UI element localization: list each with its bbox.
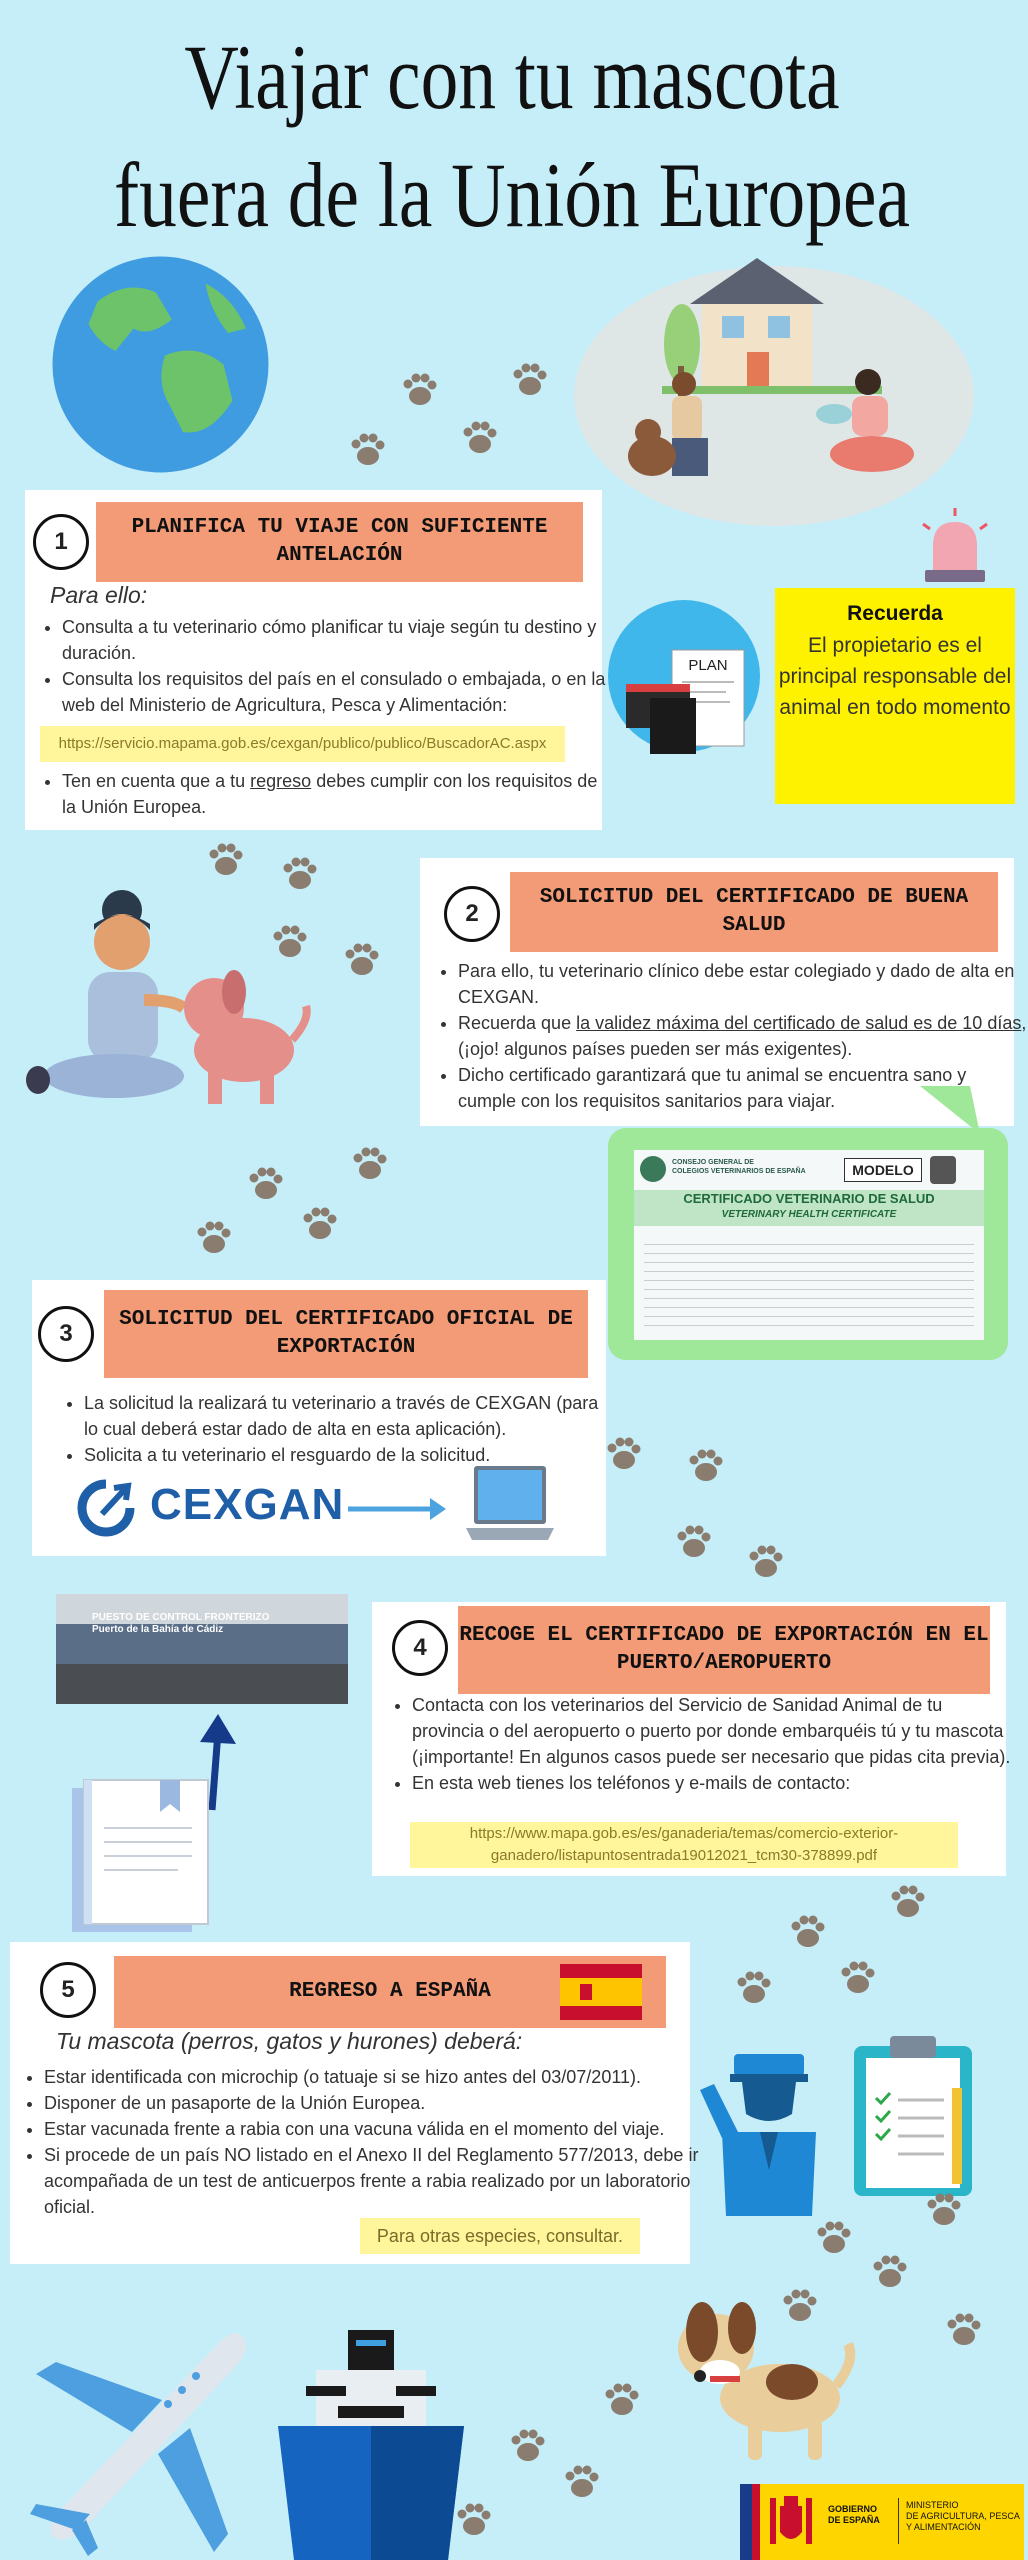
dog-icon <box>660 2280 856 2464</box>
port-photo <box>56 1594 348 1704</box>
coat-of-arms-icon <box>766 2492 816 2552</box>
gobierno-line-1: GOBIERNO <box>828 2504 878 2514</box>
section-1-bullet-3-post: debes cumplir con los requisitos de la Unión Europea. <box>62 771 598 817</box>
section-3-bullets <box>62 1390 614 1468</box>
certificate-title-bar <box>634 1190 984 1226</box>
cexgan-logo-text: CEXGAN <box>150 1480 345 1529</box>
ship-icon <box>278 2326 464 2560</box>
spain-flag-icon <box>560 1964 642 2020</box>
globe-icon <box>48 252 273 477</box>
gobierno-line-2: DE ESPAÑA <box>828 2515 880 2525</box>
port-photo-ground <box>56 1664 348 1704</box>
ministerio-line-2: DE AGRICULTURA, PESCA <box>906 2511 1020 2521</box>
vet-with-dog-icon <box>24 880 314 1116</box>
section-1-bullets-after <box>40 768 607 820</box>
section-1-bullets <box>40 614 607 718</box>
logo-divider <box>898 2498 899 2544</box>
section-3-title: SOLICITUD DEL CERTIFICADO OFICIAL DE EXPORTACIÓN <box>104 1290 588 1378</box>
certificate-subtitle: VETERINARY HEALTH CERTIFICATE <box>721 1209 897 1220</box>
laptop-icon <box>462 1462 558 1546</box>
section-2-number: 2 <box>444 886 500 942</box>
cexgan-logo-icon <box>78 1480 134 1536</box>
section-2-bullet-2-post: , (¡ojo! algunos países pueden ser más exigentes). <box>458 1013 1027 1059</box>
airplane-icon <box>26 2316 258 2556</box>
section-1-bullet-3-pre: Ten en cuenta que a tu <box>62 771 251 791</box>
section-2-bullet-3: • Dicho certificado garantizará que tu animal se encuentra sano y cumple con los requisitos sanitarios para viajar. <box>458 1062 1028 1114</box>
section-1-number: 1 <box>33 514 89 570</box>
section-4-link[interactable]: https://www.mapa.gob.es/es/ganaderia/temas/comercio-exterior-ganadero/listapuntosentrada19012021_tcm30-378899.pdf <box>410 1822 958 1868</box>
paw-print-icon <box>728 1882 948 2022</box>
section-4-bullet-2: • En esta web tienes los teléfonos y e-mails de contacto: <box>412 1770 1016 1796</box>
section-2-bullet-2 <box>458 1010 1028 1062</box>
document-icon <box>68 1778 214 1934</box>
gobierno-text <box>828 2504 880 2526</box>
section-3-number: 3 <box>38 1306 94 1362</box>
section-3-bullet-1: • La solicitud la realizará tu veterinario a través de CEXGAN (para lo cual deberá estar dado de alta en esta aplicación). <box>84 1390 614 1442</box>
port-sign-line-2: Puerto de la Bahía de Cádiz <box>92 1624 224 1635</box>
title-line-2: fuera de la Unión Europea <box>114 144 910 246</box>
certificate-lines <box>644 1236 974 1334</box>
section-5-bullet-2: • Disponer de un pasaporte de la Unión Europea. <box>44 2090 706 2116</box>
certificate-frame <box>608 1128 1008 1360</box>
plan-label: PLAN <box>688 657 728 674</box>
certificate-preview <box>634 1150 984 1340</box>
section-1-bullet-2: • Consulta los requisitos del país en el consulado o embajada, o en la web del Ministerio de Agricultura, Pesca y Alimentación: <box>62 666 607 718</box>
certificate-org <box>672 1158 806 1176</box>
ministerio-text <box>906 2500 1020 2533</box>
eu-stripe <box>740 2484 752 2560</box>
section-5-intro: Tu mascota (perros, gatos y hurones) deberá: <box>56 2028 523 2054</box>
paw-print-icon <box>604 1434 818 1594</box>
section-5-title: REGRESO A ESPAÑA <box>114 1956 666 2028</box>
port-sign <box>92 1612 269 1636</box>
section-5-bullet-3: • Estar vacunada frente a rabia con una vacuna válida en el momento del viaje. <box>44 2116 706 2142</box>
section-1-bullet-3 <box>62 768 607 820</box>
section-4-bullets <box>390 1692 1016 1796</box>
certificate-org-line-1: CONSEJO GENERAL DE <box>672 1159 754 1166</box>
section-5-note: Para otras especies, consultar. <box>360 2218 640 2254</box>
gobierno-logo <box>740 2484 1024 2560</box>
section-2-bullet-1: • Para ello, tu veterinario clínico debe estar colegiado y dado de alta en CEXGAN. <box>458 958 1028 1010</box>
family-with-dog-icon <box>572 256 976 528</box>
certificate-title: CERTIFICADO VETERINARIO DE SALUD <box>683 1191 935 1206</box>
section-1-title: PLANIFICA TU VIAJE CON SUFICIENTE ANTELACIÓN <box>96 502 583 582</box>
reminder-title: Recuerda <box>847 602 943 625</box>
section-2-bullet-2-underlined: la validez máxima del certificado de salud es de 10 días <box>576 1013 1022 1033</box>
port-sign-line-1: PUESTO DE CONTROL FRONTERIZO <box>92 1612 270 1623</box>
title-line-1: Viajar con tu mascota <box>184 26 840 128</box>
section-1-intro: Para ello: <box>50 582 148 608</box>
ministerio-line-3: Y ALIMENTACIÓN <box>906 2522 981 2532</box>
plan-calendar-icon <box>606 598 762 754</box>
section-3-bullet-2: • Solicita a tu veterinario el resguardo de la solicitud. <box>84 1442 614 1468</box>
page-title <box>92 18 932 254</box>
section-1-link[interactable]: https://servicio.mapama.gob.es/cexgan/publico/publico/BuscadorAC.aspx <box>40 726 565 762</box>
alarm-light-icon <box>915 506 995 586</box>
section-5-bullet-1: • Estar identificada con microchip (o tatuaje si se hizo antes del 03/07/2011). <box>44 2064 706 2090</box>
section-4-number: 4 <box>392 1620 448 1676</box>
certificate-org-line-2: COLEGIOS VETERINARIOS DE ESPAÑA <box>672 1168 806 1175</box>
reminder-body: El propietario es el principal responsable del animal en todo momento <box>778 634 1012 719</box>
section-2-bullet-2-pre: Recuerda que <box>458 1013 577 1033</box>
section-1-bullet-1: • Consulta a tu veterinario cómo planificar tu viaje según tu destino y duración. <box>62 614 607 666</box>
paw-print-icon <box>450 2380 650 2560</box>
section-1-bullet-3-underlined: regreso <box>250 771 312 791</box>
paw-print-icon <box>190 1144 420 1274</box>
section-5-number: 5 <box>40 1962 96 2018</box>
certificate-badge: MODELO <box>844 1158 922 1182</box>
section-2-title: SOLICITUD DEL CERTIFICADO DE BUENA SALUD <box>510 872 998 952</box>
section-4-title: RECOGE EL CERTIFICADO DE EXPORTACIÓN EN EL PUERTO/AEROPUERTO <box>458 1606 990 1694</box>
ministerio-line-1: MINISTERIO <box>906 2500 959 2510</box>
certificate-crest-icon <box>930 1156 956 1184</box>
reminder-box <box>775 588 1015 804</box>
checklist-icon <box>852 2028 980 2198</box>
section-4-bullet-1: • Contacta con los veterinarios del Servicio de Sanidad Animal de tu provincia o del aeropuerto o puerto por donde embarquéis tú y tu mascota (¡importante! En algunos casos puede ser necesario que pidas cita previa). <box>412 1692 1016 1770</box>
arrow-icon <box>346 1494 448 1524</box>
section-5-bullets <box>22 2064 706 2220</box>
certificate-seal-icon <box>640 1156 666 1182</box>
red-stripe <box>752 2484 760 2560</box>
section-5-bullet-4: • Si procede de un país NO listado en el Anexo II del Reglamento 577/2013, debe ir acompañada de un test de anticuerpos frente a rabia realizado por un laboratorio oficial. <box>44 2142 706 2220</box>
paw-print-icon <box>342 360 567 480</box>
